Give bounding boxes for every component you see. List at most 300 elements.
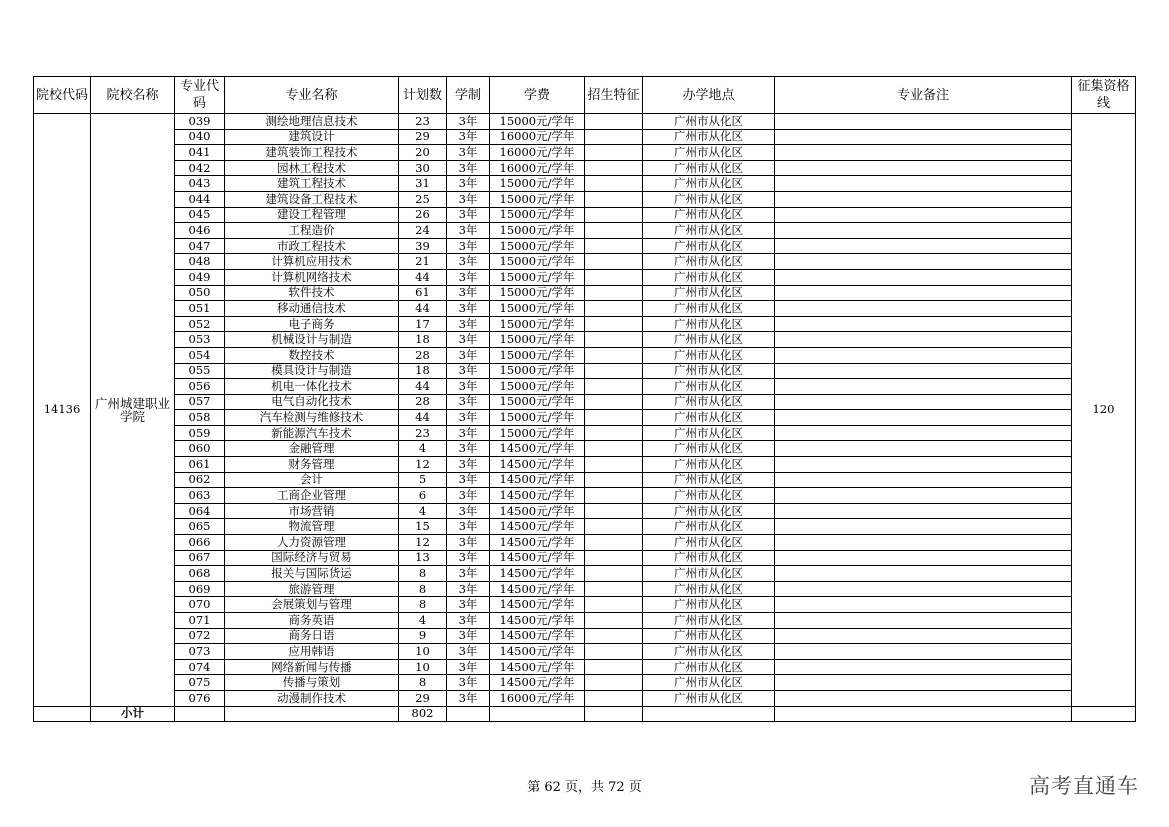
header-feature: 招生特征	[585, 77, 643, 114]
location-cell: 广州市从化区	[643, 363, 775, 379]
duration-cell: 3年	[447, 659, 490, 675]
duration-cell: 3年	[447, 285, 490, 301]
duration-cell: 3年	[447, 441, 490, 457]
major-name-cell: 园林工程技术	[225, 160, 399, 176]
remark-cell	[775, 659, 1072, 675]
feature-cell	[585, 503, 643, 519]
plan-cell: 61	[399, 285, 447, 301]
fee-cell: 15000元/学年	[490, 379, 585, 395]
plan-cell: 9	[399, 628, 447, 644]
feature-cell	[585, 550, 643, 566]
duration-cell: 3年	[447, 488, 490, 504]
feature-cell	[585, 114, 643, 130]
location-cell: 广州市从化区	[643, 690, 775, 706]
fee-cell: 16000元/学年	[490, 690, 585, 706]
location-cell: 广州市从化区	[643, 379, 775, 395]
table-row	[34, 503, 1136, 519]
plan-cell: 18	[399, 363, 447, 379]
major-name-cell: 动漫制作技术	[225, 690, 399, 706]
remark-cell	[775, 410, 1072, 426]
watermark-text: 高考直通车	[1029, 774, 1139, 798]
major-name-cell: 电子商务	[225, 316, 399, 332]
subtotal-blank	[585, 706, 643, 721]
major-name-cell: 测绘地理信息技术	[225, 114, 399, 130]
major-code-cell: 076	[175, 690, 225, 706]
location-cell: 广州市从化区	[643, 332, 775, 348]
table-row	[34, 301, 1136, 317]
feature-cell	[585, 254, 643, 270]
fee-cell: 14500元/学年	[490, 644, 585, 660]
plan-cell: 8	[399, 566, 447, 582]
plan-cell: 8	[399, 581, 447, 597]
duration-cell: 3年	[447, 472, 490, 488]
duration-cell: 3年	[447, 332, 490, 348]
remark-cell	[775, 550, 1072, 566]
fee-cell: 14500元/学年	[490, 503, 585, 519]
fee-cell: 15000元/学年	[490, 301, 585, 317]
table-row	[34, 223, 1136, 239]
fee-cell: 15000元/学年	[490, 347, 585, 363]
location-cell: 广州市从化区	[643, 176, 775, 192]
major-code-cell: 046	[175, 223, 225, 239]
major-name-cell: 商务英语	[225, 613, 399, 629]
plan-cell: 15	[399, 519, 447, 535]
fee-cell: 14500元/学年	[490, 613, 585, 629]
fee-cell: 15000元/学年	[490, 363, 585, 379]
feature-cell	[585, 581, 643, 597]
table-row	[34, 690, 1136, 706]
plan-cell: 44	[399, 269, 447, 285]
table-row	[34, 129, 1136, 145]
header-fee: 学费	[490, 77, 585, 114]
major-code-cell: 039	[175, 114, 225, 130]
remark-cell	[775, 207, 1072, 223]
major-code-cell: 067	[175, 550, 225, 566]
duration-cell: 3年	[447, 145, 490, 161]
major-name-cell: 传播与策划	[225, 675, 399, 691]
school-code-cell: 14136	[34, 114, 91, 707]
remark-cell	[775, 379, 1072, 395]
location-cell: 广州市从化区	[643, 457, 775, 473]
major-code-cell: 056	[175, 379, 225, 395]
table-body	[34, 114, 1136, 722]
duration-cell: 3年	[447, 191, 490, 207]
fee-cell: 15000元/学年	[490, 223, 585, 239]
feature-cell	[585, 628, 643, 644]
plan-cell: 44	[399, 379, 447, 395]
feature-cell	[585, 223, 643, 239]
major-code-cell: 065	[175, 519, 225, 535]
duration-cell: 3年	[447, 129, 490, 145]
location-cell: 广州市从化区	[643, 519, 775, 535]
table-row	[34, 457, 1136, 473]
subtotal-blank	[775, 706, 1072, 721]
fee-cell: 16000元/学年	[490, 145, 585, 161]
remark-cell	[775, 301, 1072, 317]
remark-cell	[775, 145, 1072, 161]
plan-cell: 12	[399, 535, 447, 551]
major-name-cell: 新能源汽车技术	[225, 425, 399, 441]
remark-cell	[775, 425, 1072, 441]
table-row	[34, 425, 1136, 441]
duration-cell: 3年	[447, 519, 490, 535]
location-cell: 广州市从化区	[643, 628, 775, 644]
subtotal-blank	[1072, 706, 1136, 721]
duration-cell: 3年	[447, 628, 490, 644]
major-name-cell: 商务日语	[225, 628, 399, 644]
plan-cell: 10	[399, 644, 447, 660]
location-cell: 广州市从化区	[643, 254, 775, 270]
fee-cell: 15000元/学年	[490, 316, 585, 332]
fee-cell: 16000元/学年	[490, 129, 585, 145]
location-cell: 广州市从化区	[643, 441, 775, 457]
duration-cell: 3年	[447, 254, 490, 270]
major-name-cell: 模具设计与制造	[225, 363, 399, 379]
remark-cell	[775, 457, 1072, 473]
location-cell: 广州市从化区	[643, 223, 775, 239]
major-code-cell: 058	[175, 410, 225, 426]
location-cell: 广州市从化区	[643, 160, 775, 176]
location-cell: 广州市从化区	[643, 145, 775, 161]
remark-cell	[775, 394, 1072, 410]
feature-cell	[585, 690, 643, 706]
fee-cell: 15000元/学年	[490, 176, 585, 192]
feature-cell	[585, 145, 643, 161]
fee-cell: 14500元/学年	[490, 659, 585, 675]
fee-cell: 16000元/学年	[490, 160, 585, 176]
table-row	[34, 254, 1136, 270]
table-row	[34, 581, 1136, 597]
table-row	[34, 675, 1136, 691]
major-name-cell: 建筑设计	[225, 129, 399, 145]
plan-cell: 20	[399, 145, 447, 161]
threshold-cell: 120	[1072, 114, 1136, 707]
plan-cell: 23	[399, 114, 447, 130]
major-name-cell: 人力资源管理	[225, 535, 399, 551]
duration-cell: 3年	[447, 550, 490, 566]
major-name-cell: 报关与国际货运	[225, 566, 399, 582]
duration-cell: 3年	[447, 644, 490, 660]
table-row	[34, 379, 1136, 395]
remark-cell	[775, 613, 1072, 629]
plan-cell: 5	[399, 472, 447, 488]
major-name-cell: 机械设计与制造	[225, 332, 399, 348]
major-name-cell: 财务管理	[225, 457, 399, 473]
location-cell: 广州市从化区	[643, 301, 775, 317]
remark-cell	[775, 238, 1072, 254]
table-row	[34, 613, 1136, 629]
remark-cell	[775, 690, 1072, 706]
major-name-cell: 建设工程管理	[225, 207, 399, 223]
location-cell: 广州市从化区	[643, 207, 775, 223]
major-code-cell: 070	[175, 597, 225, 613]
fee-cell: 14500元/学年	[490, 628, 585, 644]
duration-cell: 3年	[447, 690, 490, 706]
fee-cell: 15000元/学年	[490, 332, 585, 348]
plan-cell: 21	[399, 254, 447, 270]
feature-cell	[585, 301, 643, 317]
location-cell: 广州市从化区	[643, 644, 775, 660]
table-row	[34, 628, 1136, 644]
plan-cell: 17	[399, 316, 447, 332]
header-threshold: 征集资格线	[1072, 77, 1136, 114]
remark-cell	[775, 285, 1072, 301]
plan-cell: 4	[399, 613, 447, 629]
duration-cell: 3年	[447, 269, 490, 285]
plan-cell: 12	[399, 457, 447, 473]
location-cell: 广州市从化区	[643, 129, 775, 145]
duration-cell: 3年	[447, 457, 490, 473]
duration-cell: 3年	[447, 316, 490, 332]
header-duration: 学制	[447, 77, 490, 114]
subtotal-plan: 802	[399, 706, 447, 721]
table-row	[34, 285, 1136, 301]
school-name-cell: 广州城建职业学院	[91, 114, 175, 707]
major-name-cell: 应用韩语	[225, 644, 399, 660]
major-code-cell: 053	[175, 332, 225, 348]
major-code-cell: 074	[175, 659, 225, 675]
plan-cell: 8	[399, 597, 447, 613]
feature-cell	[585, 191, 643, 207]
major-name-cell: 工商企业管理	[225, 488, 399, 504]
location-cell: 广州市从化区	[643, 394, 775, 410]
fee-cell: 14500元/学年	[490, 472, 585, 488]
remark-cell	[775, 363, 1072, 379]
location-cell: 广州市从化区	[643, 675, 775, 691]
remark-cell	[775, 581, 1072, 597]
plan-cell: 24	[399, 223, 447, 239]
duration-cell: 3年	[447, 581, 490, 597]
location-cell: 广州市从化区	[643, 472, 775, 488]
feature-cell	[585, 207, 643, 223]
plan-cell: 29	[399, 129, 447, 145]
table-row	[34, 472, 1136, 488]
remark-cell	[775, 644, 1072, 660]
feature-cell	[585, 394, 643, 410]
feature-cell	[585, 519, 643, 535]
table-row	[34, 488, 1136, 504]
duration-cell: 3年	[447, 301, 490, 317]
major-code-cell: 057	[175, 394, 225, 410]
major-code-cell: 051	[175, 301, 225, 317]
duration-cell: 3年	[447, 566, 490, 582]
remark-cell	[775, 472, 1072, 488]
major-code-cell: 048	[175, 254, 225, 270]
major-code-cell: 052	[175, 316, 225, 332]
remark-cell	[775, 441, 1072, 457]
plan-cell: 10	[399, 659, 447, 675]
feature-cell	[585, 347, 643, 363]
remark-cell	[775, 191, 1072, 207]
plan-cell: 29	[399, 690, 447, 706]
feature-cell	[585, 613, 643, 629]
duration-cell: 3年	[447, 176, 490, 192]
table-row	[34, 269, 1136, 285]
major-name-cell: 网络新闻与传播	[225, 659, 399, 675]
fee-cell: 15000元/学年	[490, 425, 585, 441]
fee-cell: 15000元/学年	[490, 238, 585, 254]
header-major-name: 专业名称	[225, 77, 399, 114]
duration-cell: 3年	[447, 223, 490, 239]
header-school-code: 院校代码	[34, 77, 91, 114]
plan-cell: 26	[399, 207, 447, 223]
remark-cell	[775, 519, 1072, 535]
major-code-cell: 050	[175, 285, 225, 301]
table-row	[34, 441, 1136, 457]
feature-cell	[585, 535, 643, 551]
header-major-code: 专业代码	[175, 77, 225, 114]
table-row	[34, 519, 1136, 535]
plan-cell: 31	[399, 176, 447, 192]
major-name-cell: 工程造价	[225, 223, 399, 239]
subtotal-blank	[175, 706, 225, 721]
plan-cell: 18	[399, 332, 447, 348]
remark-cell	[775, 332, 1072, 348]
feature-cell	[585, 597, 643, 613]
fee-cell: 15000元/学年	[490, 394, 585, 410]
fee-cell: 14500元/学年	[490, 441, 585, 457]
plan-cell: 4	[399, 441, 447, 457]
table-row	[34, 659, 1136, 675]
fee-cell: 14500元/学年	[490, 675, 585, 691]
major-code-cell: 069	[175, 581, 225, 597]
location-cell: 广州市从化区	[643, 425, 775, 441]
subtotal-blank	[34, 706, 91, 721]
major-name-cell: 市场营销	[225, 503, 399, 519]
location-cell: 广州市从化区	[643, 613, 775, 629]
feature-cell	[585, 441, 643, 457]
feature-cell	[585, 285, 643, 301]
fee-cell: 15000元/学年	[490, 254, 585, 270]
major-name-cell: 会展策划与管理	[225, 597, 399, 613]
major-name-cell: 计算机应用技术	[225, 254, 399, 270]
header-school-name: 院校名称	[91, 77, 175, 114]
remark-cell	[775, 675, 1072, 691]
table-row	[34, 363, 1136, 379]
location-cell: 广州市从化区	[643, 503, 775, 519]
major-code-cell: 059	[175, 425, 225, 441]
remark-cell	[775, 254, 1072, 270]
fee-cell: 15000元/学年	[490, 269, 585, 285]
remark-cell	[775, 597, 1072, 613]
feature-cell	[585, 129, 643, 145]
major-code-cell: 045	[175, 207, 225, 223]
fee-cell: 14500元/学年	[490, 535, 585, 551]
major-code-cell: 054	[175, 347, 225, 363]
subtotal-blank	[490, 706, 585, 721]
location-cell: 广州市从化区	[643, 581, 775, 597]
major-name-cell: 国际经济与贸易	[225, 550, 399, 566]
remark-cell	[775, 535, 1072, 551]
remark-cell	[775, 160, 1072, 176]
major-code-cell: 062	[175, 472, 225, 488]
duration-cell: 3年	[447, 379, 490, 395]
major-name-cell: 市政工程技术	[225, 238, 399, 254]
remark-cell	[775, 114, 1072, 130]
fee-cell: 15000元/学年	[490, 207, 585, 223]
header-remark: 专业备注	[775, 77, 1072, 114]
location-cell: 广州市从化区	[643, 488, 775, 504]
location-cell: 广州市从化区	[643, 238, 775, 254]
subtotal-blank	[447, 706, 490, 721]
duration-cell: 3年	[447, 675, 490, 691]
fee-cell: 14500元/学年	[490, 581, 585, 597]
major-name-cell: 建筑装饰工程技术	[225, 145, 399, 161]
table-row	[34, 160, 1136, 176]
fee-cell: 15000元/学年	[490, 114, 585, 130]
major-name-cell: 建筑工程技术	[225, 176, 399, 192]
plan-cell: 6	[399, 488, 447, 504]
major-code-cell: 061	[175, 457, 225, 473]
major-code-cell: 044	[175, 191, 225, 207]
major-code-cell: 060	[175, 441, 225, 457]
subtotal-blank	[225, 706, 399, 721]
plan-cell: 13	[399, 550, 447, 566]
table-row	[34, 332, 1136, 348]
remark-cell	[775, 488, 1072, 504]
duration-cell: 3年	[447, 597, 490, 613]
table-row	[34, 597, 1136, 613]
remark-cell	[775, 129, 1072, 145]
major-name-cell: 数控技术	[225, 347, 399, 363]
table-row	[34, 316, 1136, 332]
plan-cell: 28	[399, 394, 447, 410]
fee-cell: 15000元/学年	[490, 191, 585, 207]
table-row	[34, 394, 1136, 410]
fee-cell: 14500元/学年	[490, 457, 585, 473]
feature-cell	[585, 644, 643, 660]
feature-cell	[585, 332, 643, 348]
location-cell: 广州市从化区	[643, 566, 775, 582]
subtotal-blank	[643, 706, 775, 721]
location-cell: 广州市从化区	[643, 285, 775, 301]
duration-cell: 3年	[447, 394, 490, 410]
table-row	[34, 410, 1136, 426]
location-cell: 广州市从化区	[643, 659, 775, 675]
location-cell: 广州市从化区	[643, 550, 775, 566]
duration-cell: 3年	[447, 238, 490, 254]
feature-cell	[585, 379, 643, 395]
duration-cell: 3年	[447, 207, 490, 223]
feature-cell	[585, 176, 643, 192]
fee-cell: 15000元/学年	[490, 410, 585, 426]
table-row	[34, 207, 1136, 223]
major-code-cell: 043	[175, 176, 225, 192]
remark-cell	[775, 566, 1072, 582]
plan-cell: 39	[399, 238, 447, 254]
plan-cell: 4	[399, 503, 447, 519]
major-code-cell: 075	[175, 675, 225, 691]
remark-cell	[775, 316, 1072, 332]
plan-cell: 30	[399, 160, 447, 176]
table-row	[34, 114, 1136, 130]
remark-cell	[775, 223, 1072, 239]
plan-cell: 25	[399, 191, 447, 207]
duration-cell: 3年	[447, 363, 490, 379]
feature-cell	[585, 659, 643, 675]
feature-cell	[585, 316, 643, 332]
feature-cell	[585, 160, 643, 176]
duration-cell: 3年	[447, 535, 490, 551]
feature-cell	[585, 238, 643, 254]
feature-cell	[585, 363, 643, 379]
remark-cell	[775, 176, 1072, 192]
table-row	[34, 238, 1136, 254]
fee-cell: 15000元/学年	[490, 285, 585, 301]
duration-cell: 3年	[447, 425, 490, 441]
remark-cell	[775, 347, 1072, 363]
table-row	[34, 191, 1136, 207]
